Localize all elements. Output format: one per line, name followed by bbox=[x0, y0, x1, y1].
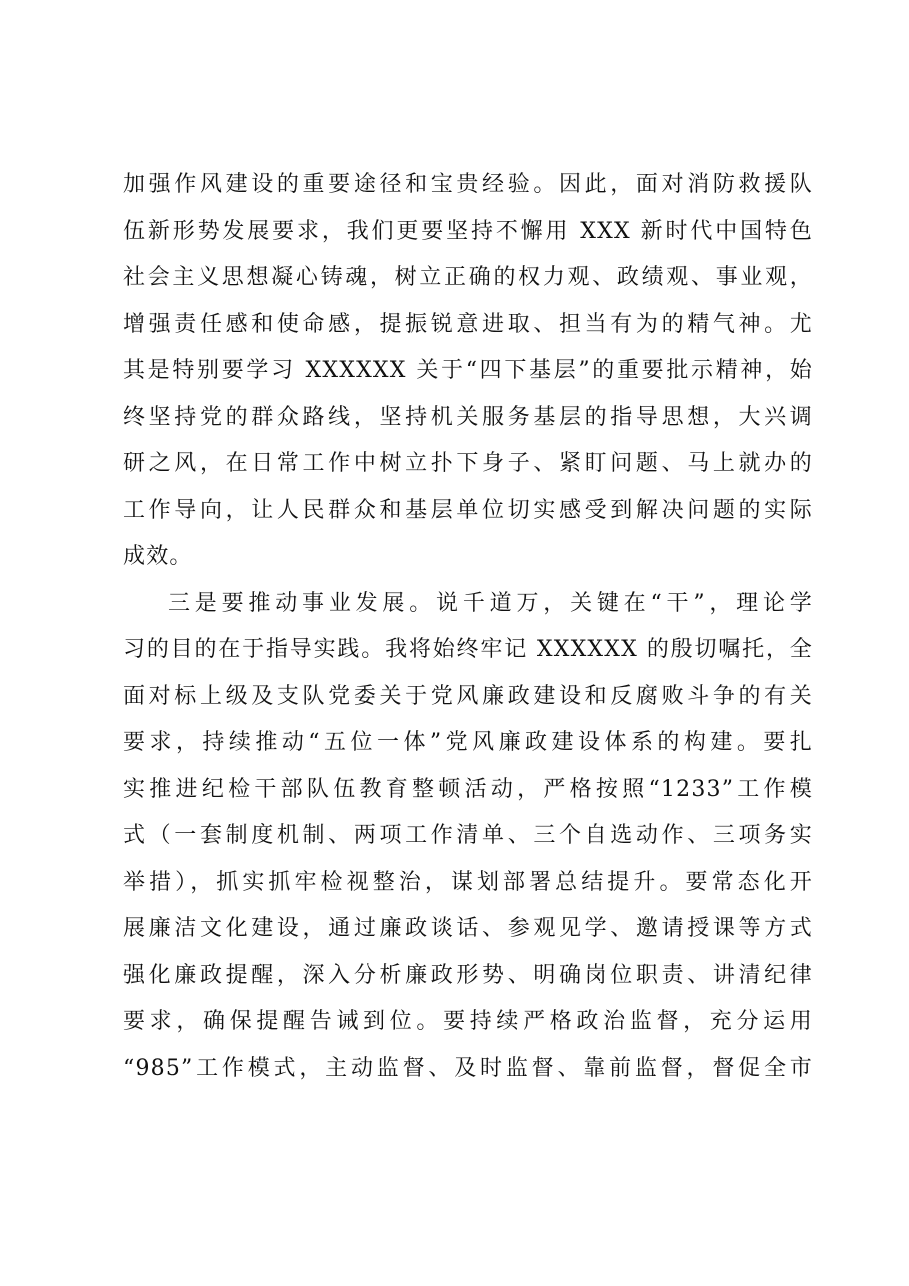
text-line-11: 习的目的在于指导实践。我将始终牢记 XXXXXX 的殷切嘱托，全 bbox=[123, 637, 813, 662]
text-line-12: 面对标上级及支队党委关于党风廉政建设和反腐败斗争的有关 bbox=[123, 683, 813, 709]
text-line-17: 展廉洁文化建设，通过廉政谈话、参观见学、邀请授课等方式 bbox=[123, 916, 813, 941]
text-line-7: 研之风，在日常工作中树立扑下身子、紧盯问题、马上就办的 bbox=[123, 451, 813, 476]
text-line-18: 强化廉政提醒，深入分析廉政形势、明确岗位职责、讲清纪律 bbox=[123, 962, 813, 988]
text-line-16: 举措），抓实抓牢检视整治，谋划部署总结提升。要常态化开 bbox=[123, 869, 813, 895]
text-line-1: 加强作风建设的重要途径和宝贵经验。因此，面对消防救援队 bbox=[123, 172, 813, 197]
text-line-2: 伍新形势发展要求，我们更要坚持不懈用 XXX 新时代中国特色 bbox=[123, 218, 813, 244]
text-line-3: 社会主义思想凝心铸魂，树立正确的权力观、政绩观、事业观， bbox=[123, 265, 813, 290]
text-line-14: 实推进纪检干部队伍教育整顿活动，严格按照“1233”工作模 bbox=[123, 776, 813, 802]
text-line-20: “985”工作模式，主动监督、及时监督、靠前监督，督促全市 bbox=[123, 1055, 813, 1081]
text-line-5: 其是特别要学习 XXXXXX 关于“四下基层”的重要批示精神，始 bbox=[123, 358, 813, 383]
text-line-6: 终坚持党的群众路线，坚持机关服务基层的指导思想，大兴调 bbox=[123, 404, 813, 430]
text-line-8: 工作导向，让人民群众和基层单位切实感受到解决问题的实际 bbox=[123, 497, 813, 523]
text-line-9: 成效。 bbox=[123, 544, 193, 569]
text-line-15: 式（一套制度机制、两项工作清单、三个自选动作、三项务实 bbox=[123, 823, 813, 848]
text-line-13: 要求，持续推动“五位一体”党风廉政建设体系的构建。要扎 bbox=[123, 730, 813, 755]
text-line-4: 增强责任感和使命感，提振锐意进取、担当有为的精气神。尤 bbox=[123, 311, 813, 337]
text-line-19: 要求，确保提醒告诫到位。要持续严格政治监督，充分运用 bbox=[123, 1009, 813, 1034]
document-body bbox=[123, 162, 813, 1092]
text-line-10: 三是要推动事业发展。说千道万，关键在“干”，理论学 bbox=[168, 590, 813, 616]
